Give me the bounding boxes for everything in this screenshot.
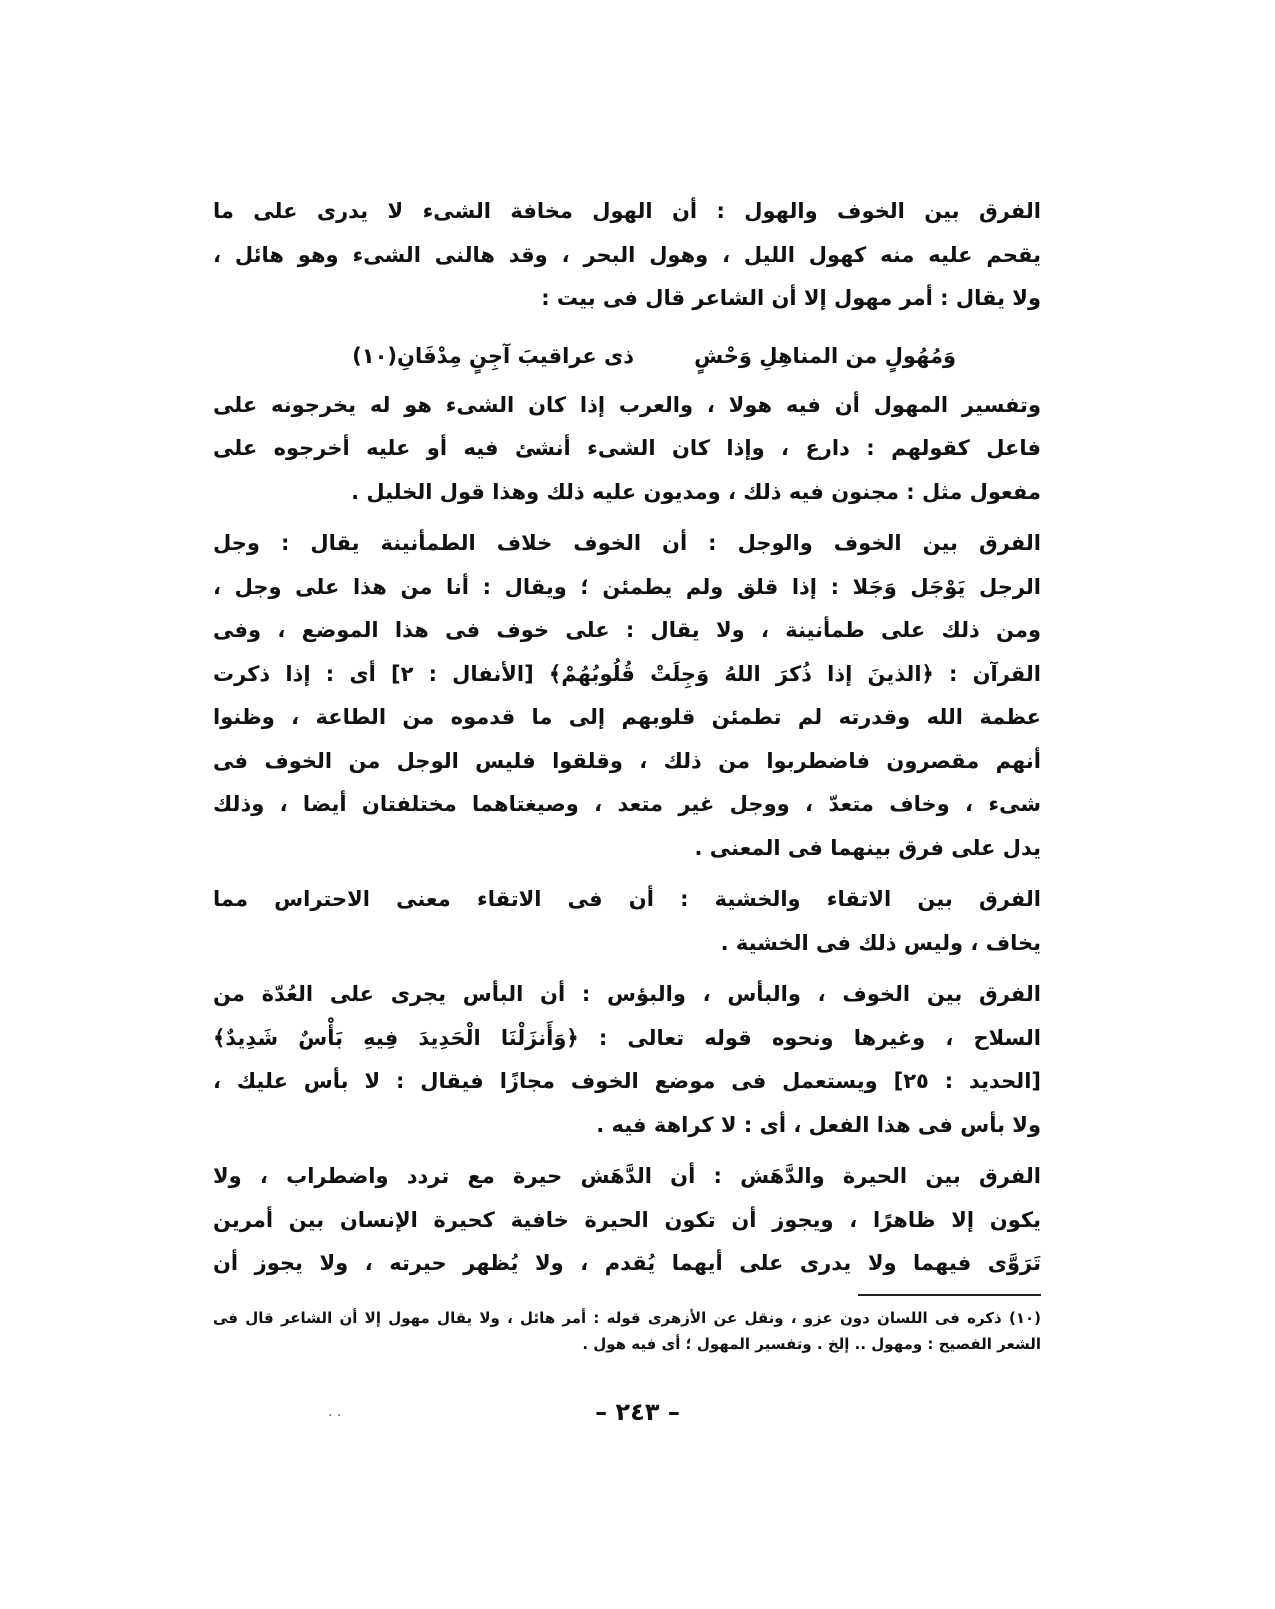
paragraph-khawf-hawl bbox=[213, 190, 1041, 321]
text-line: الرجل يَوْجَل وَجَلا : إذا قلق ولم يطمئن ؛ ويقال : أنا من هذا على وجل ، bbox=[213, 574, 1041, 599]
text-line: القرآن : ﴿الذينَ إذا ذُكرَ اللهُ وَجِلَتْ قُلُوبُهُمْ﴾ [الأنفال : ٢] أى : إذا ذكرت bbox=[213, 661, 1041, 686]
page-number: – ٢٤٣ – bbox=[595, 1398, 680, 1426]
paragraph-khawf-wajal bbox=[213, 522, 1041, 870]
scan-specks: · · bbox=[328, 1408, 342, 1424]
section-heading: الفرق bbox=[978, 887, 1041, 911]
footnote bbox=[213, 1305, 1041, 1357]
line-text: بين الخوف والهول : أن الهول مخافة الشىء لا يدرى على ما bbox=[213, 199, 960, 223]
text-line: تَرَوَّى فيهما ولا يدرى على أيهما يُقدم ، ولا يُظهر حيرته ، ولا يجوز أن bbox=[213, 1251, 1041, 1275]
text-line: السلاح ، وغيرها ونحوه قوله تعالى : ﴿وَأَنزَلْنَا الْحَدِيدَ فِيهِ بَأْسٌ شَدِيدٌ﴾ bbox=[213, 1025, 1041, 1050]
text-line: أنهم مقصرون فاضطربوا من ذلك ، وقلقوا فليس الوجل من الخوف فى bbox=[213, 748, 1041, 773]
section-heading: الفرق bbox=[978, 199, 1041, 223]
text-line: عظمة الله وقدرته لم تطمئن قلوبهم إلى ما قدموه من الطاعة ، وظنوا bbox=[213, 705, 1041, 729]
text-line bbox=[213, 878, 1041, 922]
section-heading: الفرق bbox=[978, 982, 1041, 1006]
text-line: وتفسير المهول أن فيه هولا ، والعرب إذا كان الشىء هو له يخرجونه على bbox=[213, 392, 1041, 417]
poetry-verse bbox=[213, 329, 1041, 384]
text-line bbox=[213, 1155, 1041, 1199]
text-line: ولا بأس فى هذا الفعل ، أى : لا كراهة فيه . bbox=[596, 1112, 1041, 1137]
text-line: ومن ذلك على طمأنينة ، ولا يقال : على خوف فى هذا الموضع ، وفى bbox=[213, 618, 1041, 642]
footnote-divider bbox=[858, 1294, 1041, 1296]
text-line: فاعل كقولهم : دارع ، وإذا كان الشىء أنشئ فيه أو عليه أخرجوه على bbox=[213, 436, 1041, 460]
paragraph-hayra-dahash bbox=[213, 1155, 1041, 1286]
paragraph-tafsir-mahul bbox=[213, 384, 1041, 515]
text-line: ولا يقال : أمر مهول إلا أن الشاعر قال فى بيت : bbox=[541, 286, 1041, 310]
verse-hemistich-2: ذى عراقيبَ آجِنٍ مِدْفَانِ(١٠) bbox=[352, 343, 635, 368]
page-body bbox=[213, 190, 1041, 1294]
line-text: بين الحيرة والدَّهَش : أن الدَّهَش حيرة مع تردد واضطراب ، ولا bbox=[213, 1164, 961, 1188]
text-line: مفعول مثل : مجنون فيه ذلك ، ومديون عليه ذلك وهذا قول الخليل . bbox=[351, 479, 1041, 504]
footnote-line: (١٠) ذكره فى اللسان دون عزو ، ونقل عن الأزهرى قوله : أمر هائل ، ولا يقال مهول إلا أن الشاعر قال فى bbox=[213, 1309, 1041, 1327]
text-line bbox=[213, 973, 1041, 1017]
section-heading: الفرق bbox=[978, 1164, 1041, 1188]
line-text: بين الخوف والوجل : أن الخوف خلاف الطمأنينة يقال : وجل bbox=[213, 531, 958, 555]
paragraph-ittiqa-khashya bbox=[213, 878, 1041, 965]
text-line: [الحديد : ٢٥] ويستعمل فى موضع الخوف مجازًا فيقال : لا بأس عليك ، bbox=[213, 1069, 1041, 1093]
section-heading: الفرق bbox=[978, 531, 1041, 555]
verse-hemistich-1: وَمُهُولٍ من المناهِلِ وَحْشٍ bbox=[694, 343, 956, 368]
text-line bbox=[213, 522, 1041, 566]
text-line bbox=[213, 190, 1041, 234]
text-line: يدل على فرق بينهما فى المعنى . bbox=[694, 835, 1041, 860]
line-text: بين الاتقاء والخشية : أن فى الاتقاء معنى الاحتراس مما bbox=[213, 887, 953, 911]
text-line: يخاف ، وليس ذلك فى الخشية . bbox=[720, 930, 1041, 955]
text-line: شىء ، وخاف متعدّ ، ووجل غير متعد ، وصيغتاهما مختلفتان أيضا ، وذلك bbox=[213, 792, 1041, 816]
line-text: بين الخوف ، والبأس ، والبؤس : أن البأس يجرى على العُدّة من bbox=[213, 982, 963, 1006]
text-line: يقحم عليه منه كهول الليل ، وهول البحر ، وقد هالنى الشىء وهو هائل ، bbox=[213, 242, 1041, 267]
text-line: يكون إلا ظاهرًا ، ويجوز أن تكون الحيرة خافية كحيرة الإنسان بين أمرين bbox=[213, 1207, 1041, 1232]
footnote-line: الشعر الفصيح : ومهول .. إلخ . وتفسير المهول ؛ أى فيه هول . bbox=[582, 1335, 1041, 1353]
paragraph-khawf-bas-bus bbox=[213, 973, 1041, 1147]
